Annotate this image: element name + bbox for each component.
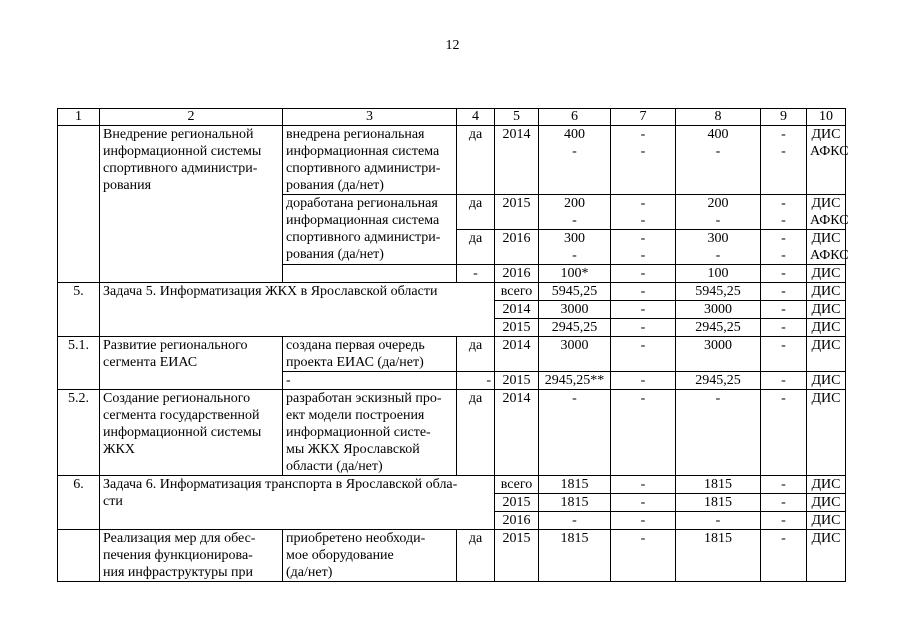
amount-cell: 200 -: [676, 195, 761, 230]
year-cell: 2014: [495, 337, 539, 372]
amount-cell: -: [761, 512, 807, 530]
year-cell: 2015: [495, 530, 539, 582]
executor-cell: ДИС: [807, 494, 846, 512]
value-cell: -: [457, 265, 495, 283]
year-cell: 2014: [495, 390, 539, 476]
amount-cell: 5945,25: [676, 283, 761, 301]
amount-cell: -: [611, 319, 676, 337]
amount-cell: 200 -: [539, 195, 611, 230]
amount-cell: 400 -: [539, 126, 611, 195]
amount-cell: -: [761, 301, 807, 319]
amount-cell: 3000: [676, 337, 761, 372]
row-number-cell: 5.1.: [58, 337, 100, 390]
executor-cell: ДИС: [807, 301, 846, 319]
table-row: [58, 126, 846, 195]
year-cell: 2016: [495, 512, 539, 530]
amount-cell: 2945,25: [676, 319, 761, 337]
row-number-cell: [58, 126, 100, 283]
amount-cell: -: [611, 390, 676, 476]
executor-cell: ДИС: [807, 337, 846, 372]
indicator-cell: доработана региональная информационная система спортивного администри- рования (да/нет): [283, 195, 457, 265]
executor-cell: ДИС: [807, 319, 846, 337]
year-cell: 2016: [495, 230, 539, 265]
amount-cell: -: [761, 530, 807, 582]
row-number-cell: [58, 530, 100, 582]
amount-cell: -: [761, 476, 807, 494]
value-cell: -: [457, 372, 495, 390]
table-row: [58, 390, 846, 476]
amount-cell: -: [611, 301, 676, 319]
amount-cell: 1815: [539, 476, 611, 494]
amount-cell: -: [761, 265, 807, 283]
amount-cell: 1815: [676, 476, 761, 494]
column-header: 4: [457, 109, 495, 126]
amount-cell: -: [539, 390, 611, 476]
amount-cell: 2945,25: [539, 319, 611, 337]
row-number-cell: 5.: [58, 283, 100, 337]
amount-cell: 400 -: [676, 126, 761, 195]
executor-cell: ДИС: [807, 372, 846, 390]
amount-cell: 300 -: [539, 230, 611, 265]
column-header: 1: [58, 109, 100, 126]
year-cell: 2014: [495, 301, 539, 319]
amount-cell: -: [761, 372, 807, 390]
column-header: 5: [495, 109, 539, 126]
amount-cell: - -: [761, 126, 807, 195]
amount-cell: -: [761, 337, 807, 372]
amount-cell: 1815: [676, 530, 761, 582]
amount-cell: -: [761, 494, 807, 512]
column-header: 7: [611, 109, 676, 126]
amount-cell: - -: [761, 230, 807, 265]
table-row: [58, 530, 846, 582]
value-cell: да: [457, 530, 495, 582]
amount-cell: 2945,25: [676, 372, 761, 390]
year-cell: 2015: [495, 372, 539, 390]
value-cell: да: [457, 390, 495, 476]
year-cell: 2015: [495, 195, 539, 230]
column-number-row: [58, 109, 846, 126]
measure-cell: Развитие регионального сегмента ЕИАС: [100, 337, 283, 390]
amount-cell: -: [761, 319, 807, 337]
amount-cell: 1815: [539, 494, 611, 512]
value-cell: да: [457, 337, 495, 372]
amount-cell: 300 -: [676, 230, 761, 265]
amount-cell: 1815: [676, 494, 761, 512]
amount-cell: 3000: [676, 301, 761, 319]
amount-cell: -: [611, 265, 676, 283]
amount-cell: -: [611, 530, 676, 582]
amount-cell: -: [611, 372, 676, 390]
measure-cell: Внедрение региональной информационной системы спортивного администри- рования: [100, 126, 283, 283]
indicator-cell: -: [283, 372, 457, 390]
amount-cell: - -: [611, 230, 676, 265]
amount-cell: 1815: [539, 530, 611, 582]
amount-cell: -: [676, 390, 761, 476]
amount-cell: 5945,25: [539, 283, 611, 301]
table-row: [58, 337, 846, 372]
row-number-cell: 6.: [58, 476, 100, 530]
table-row: [58, 476, 846, 494]
executor-cell: ДИС: [807, 530, 846, 582]
year-cell: 2015: [495, 319, 539, 337]
amount-cell: -: [761, 283, 807, 301]
value-cell: да: [457, 126, 495, 195]
amount-cell: - -: [611, 195, 676, 230]
executor-cell: ДИС АФКС: [807, 195, 846, 230]
table-row: [58, 283, 846, 301]
year-cell: всего: [495, 283, 539, 301]
amount-cell: - -: [761, 195, 807, 230]
amount-cell: 3000: [539, 301, 611, 319]
amount-cell: -: [761, 390, 807, 476]
column-header: 6: [539, 109, 611, 126]
amount-cell: - -: [611, 126, 676, 195]
amount-cell: -: [611, 494, 676, 512]
indicator-cell: приобретено необходи- мое оборудование (да/нет): [283, 530, 457, 582]
column-header: 10: [807, 109, 846, 126]
amount-cell: -: [611, 337, 676, 372]
indicator-cell: [283, 265, 457, 283]
measure-cell: Создание регионального сегмента государственной информационной системы ЖКХ: [100, 390, 283, 476]
column-header: 2: [100, 109, 283, 126]
executor-cell: ДИС: [807, 476, 846, 494]
year-cell: 2016: [495, 265, 539, 283]
amount-cell: -: [539, 512, 611, 530]
amount-cell: 3000: [539, 337, 611, 372]
measure-cell: Реализация мер для обес- печения функционирова- ния инфраструктуры при: [100, 530, 283, 582]
amount-cell: 100*: [539, 265, 611, 283]
year-cell: 2014: [495, 126, 539, 195]
executor-cell: ДИС: [807, 265, 846, 283]
executor-cell: ДИС: [807, 283, 846, 301]
executor-cell: ДИС: [807, 390, 846, 476]
task-title-cell: Задача 5. Информатизация ЖКХ в Ярославской области: [100, 283, 495, 337]
executor-cell: ДИС АФКС: [807, 126, 846, 195]
executor-cell: ДИС АФКС: [807, 230, 846, 265]
executor-cell: ДИС: [807, 512, 846, 530]
column-header: 9: [761, 109, 807, 126]
indicator-cell: разработан эскизный про- ект модели построения информационной систе- мы ЖКХ Ярославской области (да/нет): [283, 390, 457, 476]
amount-cell: -: [611, 283, 676, 301]
indicator-cell: создана первая очередь проекта ЕИАС (да/нет): [283, 337, 457, 372]
year-cell: 2015: [495, 494, 539, 512]
page-number: 12: [445, 38, 460, 53]
column-header: 8: [676, 109, 761, 126]
amount-cell: 100: [676, 265, 761, 283]
amount-cell: -: [611, 476, 676, 494]
column-header: 3: [283, 109, 457, 126]
task-title-cell: Задача 6. Информатизация транспорта в Ярославской обла- сти: [100, 476, 495, 530]
amount-cell: 2945,25**: [539, 372, 611, 390]
amount-cell: -: [676, 512, 761, 530]
indicator-cell: внедрена региональная информационная система спортивного администри- рования (да/нет): [283, 126, 457, 195]
value-cell: да: [457, 195, 495, 230]
value-cell: да: [457, 230, 495, 265]
program-table: [57, 108, 849, 582]
year-cell: всего: [495, 476, 539, 494]
row-number-cell: 5.2.: [58, 390, 100, 476]
amount-cell: -: [611, 512, 676, 530]
